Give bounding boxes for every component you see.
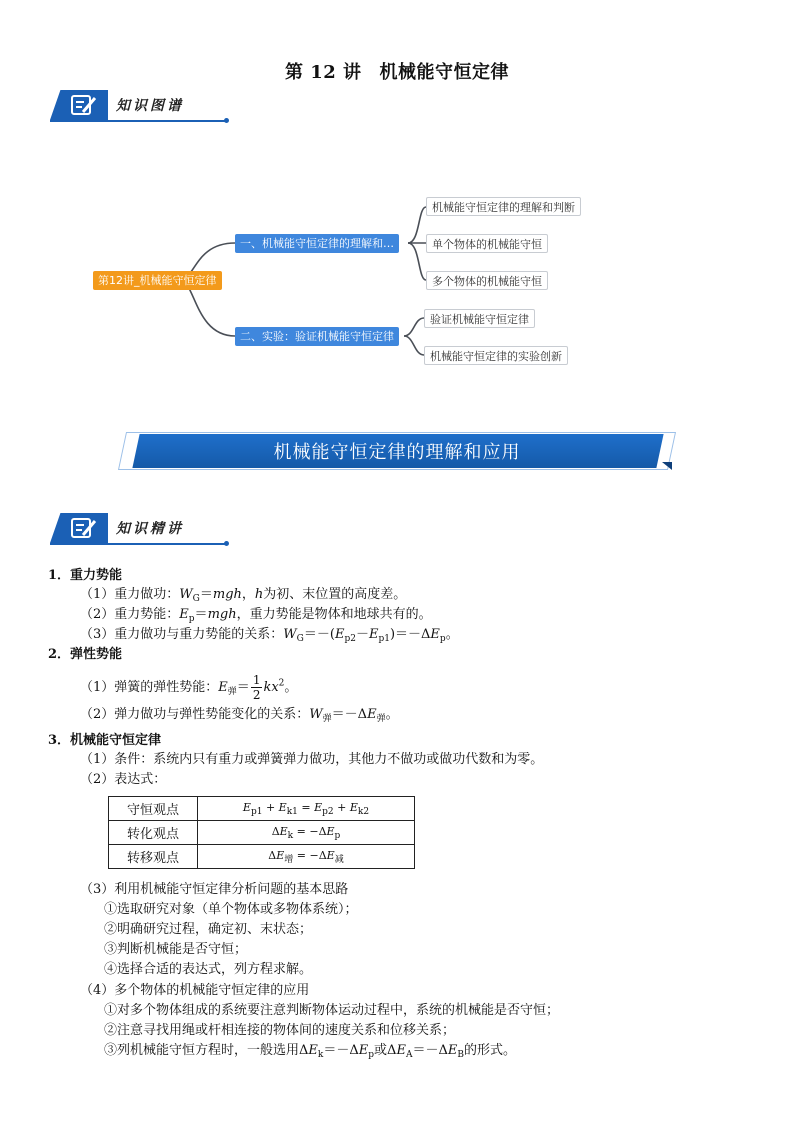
mindmap-branch-2[interactable]: 二、实验：验证机械能守恒定律 <box>235 327 399 346</box>
table-cell: 转移观点 <box>109 845 198 869</box>
section-tab <box>50 90 108 120</box>
line-condition: （1）条件：系统内只有重力或弹簧弹力做功，其他力不做功或做功代数和为零。 <box>80 752 544 767</box>
table-formula: $E_{p1} + E_{k1} = E_{p2} + E_{k2}$ <box>198 797 415 821</box>
table-cell: 转化观点 <box>109 821 198 845</box>
list-item: ①对多个物体组成的系统要注意判断物体运动过程中，系统的机械能是否守恒； <box>104 1003 560 1018</box>
list-item: ③判断机械能是否守恒； <box>104 942 248 957</box>
section-header-notes <box>50 513 230 543</box>
mindmap-branch-1[interactable]: 一、机械能守恒定律的理解和… <box>235 234 399 253</box>
heading-conservation: 3．机械能守恒定律 <box>48 733 162 748</box>
table-row <box>109 797 415 821</box>
notebook-pen-icon <box>70 517 98 539</box>
mindmap-leaf[interactable]: 单个物体的机械能守恒 <box>426 234 548 253</box>
page-title <box>0 58 794 84</box>
table-formula: $\Delta E_增 = -\Delta E_减$ <box>198 845 415 869</box>
title-topic: 机械能守恒定律 <box>379 62 510 83</box>
section-rule <box>50 543 226 545</box>
line-expressions: （2）表达式： <box>80 772 167 787</box>
line-elastic-pe: （1）弹簧的弹性势能：$E_弹=$ $\frac{1}{2}$ $kx^2$。 <box>80 673 298 702</box>
heading-elastic-pe: 2．弹性势能 <box>48 647 123 662</box>
list-item: ④选择合适的表达式，列方程求解。 <box>104 962 313 977</box>
section-label: 知识精讲 <box>116 521 184 537</box>
connector-b2-leaf1 <box>404 318 424 336</box>
section-rule-dot <box>224 541 229 546</box>
connector-b2-leaf2 <box>404 336 424 355</box>
table-formula: $\Delta E_k = -\Delta E_p$ <box>198 821 415 845</box>
mindmap-leaf[interactable]: 机械能守恒定律的实验创新 <box>424 346 568 365</box>
table-row <box>109 821 415 845</box>
title-lecture: 第 12 讲 <box>284 62 362 83</box>
section-rule-dot <box>224 118 229 123</box>
banner-title: 机械能守恒定律的理解和应用 <box>273 442 521 463</box>
line-gravity-relation: （3）重力做功与重力势能的关系：$W_G=-(E_{p2}-E_{p1})=-\Delta E_p$。 <box>80 627 459 644</box>
mindmap-leaf[interactable]: 验证机械能守恒定律 <box>424 309 535 328</box>
section-header-map <box>50 90 230 120</box>
line-elastic-relation: （2）弹力做功与弹性势能变化的关系：$W_弹=-\Delta E_弹$。 <box>80 707 399 724</box>
list-item-equation-form: ③列机械能守恒方程时，一般选用$\Delta E_k=-\Delta E_p$或$\Delta E_A=-\Delta E_B$的形式。 <box>104 1043 516 1060</box>
banner-fold <box>662 462 672 470</box>
line-multi-body: （4）多个物体的机械能守恒定律的应用 <box>80 983 310 998</box>
table-row <box>109 845 415 869</box>
table-cell: 守恒观点 <box>109 797 198 821</box>
connector-b1-leaf1 <box>408 207 426 243</box>
list-item: ②注意寻找用绳或杆相连接的物体间的速度关系和位移关系； <box>104 1023 456 1038</box>
heading-gravity-pe: 1．重力势能 <box>48 568 123 583</box>
section-rule <box>50 120 226 122</box>
line-gravity-work: （1）重力做功：$W_G=mgh$，h为初、末位置的高度差。 <box>80 587 407 604</box>
list-item: ②明确研究过程，确定初、末状态； <box>104 922 313 937</box>
mindmap-leaf[interactable]: 机械能守恒定律的理解和判断 <box>426 197 581 216</box>
fraction-half: $\frac{1}{2}$ <box>252 673 261 702</box>
mindmap-leaf[interactable]: 多个物体的机械能守恒 <box>426 271 548 290</box>
notebook-pen-icon <box>70 94 98 116</box>
connector-b1-leaf3 <box>408 243 426 280</box>
section-label: 知识图谱 <box>116 98 184 114</box>
mindmap-root[interactable]: 第12讲_机械能守恒定律 <box>93 271 222 290</box>
line-approach: （3）利用机械能守恒定律分析问题的基本思路 <box>80 882 349 897</box>
section-tab <box>50 513 108 543</box>
expression-table <box>108 796 415 869</box>
line-gravity-pe: （2）重力势能：$E_p=mgh$，重力势能是物体和地球共有的。 <box>80 607 432 624</box>
topic-banner <box>122 432 672 470</box>
list-item: ①选取研究对象（单个物体或多物体系统）； <box>104 902 358 917</box>
